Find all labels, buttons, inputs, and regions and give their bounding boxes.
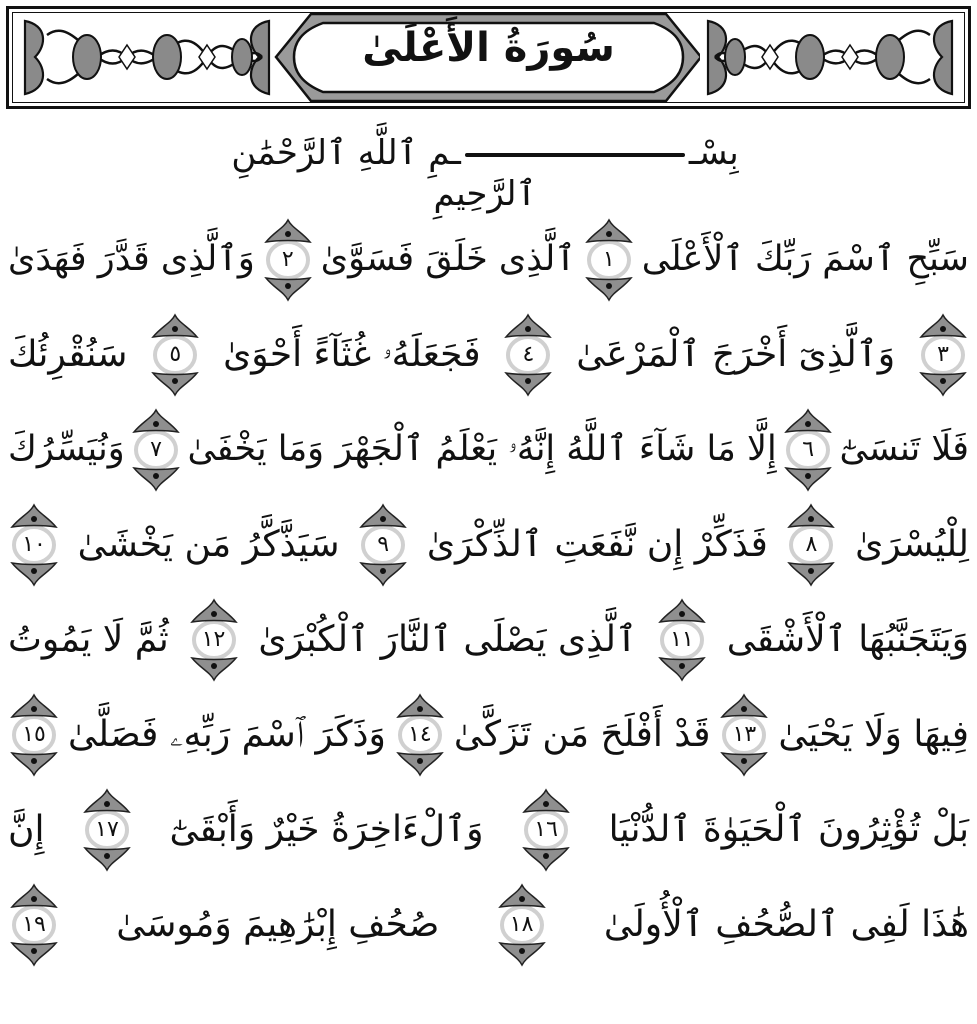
verse-number-marker <box>10 693 58 777</box>
verse-text: وَٱلَّذِىٓ أَخْرَجَ ٱلْمَرْعَىٰ <box>576 333 896 375</box>
verse-number-marker <box>784 408 832 492</box>
verse-number: ٥ <box>169 341 182 367</box>
verse-text: سَبِّحِ ٱسْمَ رَبِّكَ ٱلْأَعْلَى <box>641 239 969 279</box>
verse-line <box>6 782 971 877</box>
verse-text: وَذَكَرَ ٱسْمَ رَبِّهِۦ فَصَلَّىٰ <box>68 713 386 755</box>
basmala-start: بِسْـ <box>688 133 739 173</box>
basmala <box>200 132 770 214</box>
verse-number-marker <box>522 788 570 872</box>
basmala-kashida-stroke <box>465 153 685 157</box>
verse-text: فَجَعَلَهُۥ غُثَآءً أَحْوَىٰ <box>223 333 481 375</box>
surah-header-frame <box>6 6 971 109</box>
verse-number-marker <box>919 313 967 397</box>
verse-lines <box>6 212 971 972</box>
verse-number-marker <box>359 503 407 587</box>
arabesque-ornament-right <box>700 15 960 100</box>
verse-number: ١٤ <box>408 721 432 747</box>
verse-number: ٩ <box>377 531 390 557</box>
verse-number-marker <box>498 883 546 967</box>
verse-text: وَيَتَجَنَّبُهَا ٱلْأَشْقَى <box>726 618 969 660</box>
verse-line <box>6 592 971 687</box>
verse-number: ١٨ <box>509 911 534 937</box>
verse-number: ٣ <box>937 341 949 367</box>
verse-line <box>6 687 971 782</box>
verse-number-marker <box>132 408 180 492</box>
verse-line <box>6 497 971 592</box>
verse-number: ٢ <box>281 246 294 272</box>
arabesque-ornament-left <box>17 15 277 100</box>
verse-number: ١١ <box>670 626 694 652</box>
verse-text: وَنُيَسِّرُكَ <box>8 429 125 469</box>
verse-number-marker <box>10 883 58 967</box>
verse-text: إِلَّا مَا شَآءَ ٱللَّهُ إِنَّهُۥ يَعْلَمُ ٱلْجَهْرَ وَمَا يَخْفَىٰ <box>187 429 777 469</box>
verse-text: سَنُقْرِئُكَ <box>8 333 128 375</box>
verse-number-marker <box>264 218 312 302</box>
verse-number: ١ <box>602 246 615 272</box>
surah-title: سُورَةُ الأَعْلَىٰ <box>362 25 615 71</box>
verse-text: ٱلَّذِى يَصْلَى ٱلنَّارَ ٱلْكُبْرَىٰ <box>258 618 638 660</box>
verse-line <box>6 307 971 402</box>
verse-number-marker <box>190 598 238 682</box>
verse-text: فَلَا تَنسَىٰٓ <box>839 429 969 469</box>
verse-text: ٱلَّذِى خَلَقَ فَسَوَّىٰ <box>320 239 576 279</box>
verse-number-marker <box>504 313 552 397</box>
verse-number: ١٩ <box>22 911 46 937</box>
verse-number-marker <box>10 503 58 587</box>
basmala-end: ـمِ ٱللَّهِ ٱلرَّحْمَٰنِ ٱلرَّحِيمِ <box>231 133 537 214</box>
verse-text: فَذَكِّرْ إِن نَّفَعَتِ ٱلذِّكْرَىٰ <box>426 523 768 565</box>
verse-number: ١٧ <box>95 816 119 842</box>
verse-number-marker <box>720 693 768 777</box>
verse-text: بَلْ تُؤْثِرُونَ ٱلْحَيَوٰةَ ٱلدُّنْيَا <box>608 808 969 850</box>
verse-number: ٨ <box>805 531 818 557</box>
verse-number-marker <box>787 503 835 587</box>
verse-text: سَيَذَّكَّرُ مَن يَخْشَىٰ <box>77 523 340 565</box>
verse-number: ١٥ <box>22 721 46 747</box>
verse-number-marker <box>585 218 633 302</box>
verse-number-marker <box>151 313 199 397</box>
title-cartouche <box>271 11 706 104</box>
verse-line <box>6 212 971 307</box>
verse-number: ٧ <box>150 436 162 462</box>
verse-line <box>6 402 971 497</box>
verse-line <box>6 877 971 972</box>
verse-text: إِنَّ <box>8 808 45 850</box>
verse-number-marker <box>83 788 131 872</box>
verse-text: وَٱلْءَاخِرَةُ خَيْرٌ وَأَبْقَىٰٓ <box>169 808 484 850</box>
verse-number: ١٦ <box>534 816 558 842</box>
verse-text: فِيهَا وَلَا يَحْيَىٰ <box>778 713 969 755</box>
verse-number: ٤ <box>522 341 535 367</box>
verse-text: لِلْيُسْرَىٰ <box>855 523 969 565</box>
verse-text: قَدْ أَفْلَحَ مَن تَزَكَّىٰ <box>453 713 711 755</box>
verse-number-marker <box>396 693 444 777</box>
verse-number: ١٠ <box>22 531 46 557</box>
verse-text: وَٱلَّذِى قَدَّرَ فَهَدَىٰ <box>8 239 255 279</box>
verse-text: ثُمَّ لَا يَمُوتُ <box>8 618 169 660</box>
verse-text: هَٰذَا لَفِى ٱلصُّحُفِ ٱلْأُولَىٰ <box>603 903 969 945</box>
verse-number-marker <box>658 598 706 682</box>
verse-text: صُحُفِ إِبْرَٰهِيمَ وَمُوسَىٰ <box>116 903 440 945</box>
verse-number: ١٣ <box>732 721 757 747</box>
verse-number: ١٢ <box>201 626 226 652</box>
verse-number: ٦ <box>802 436 815 462</box>
